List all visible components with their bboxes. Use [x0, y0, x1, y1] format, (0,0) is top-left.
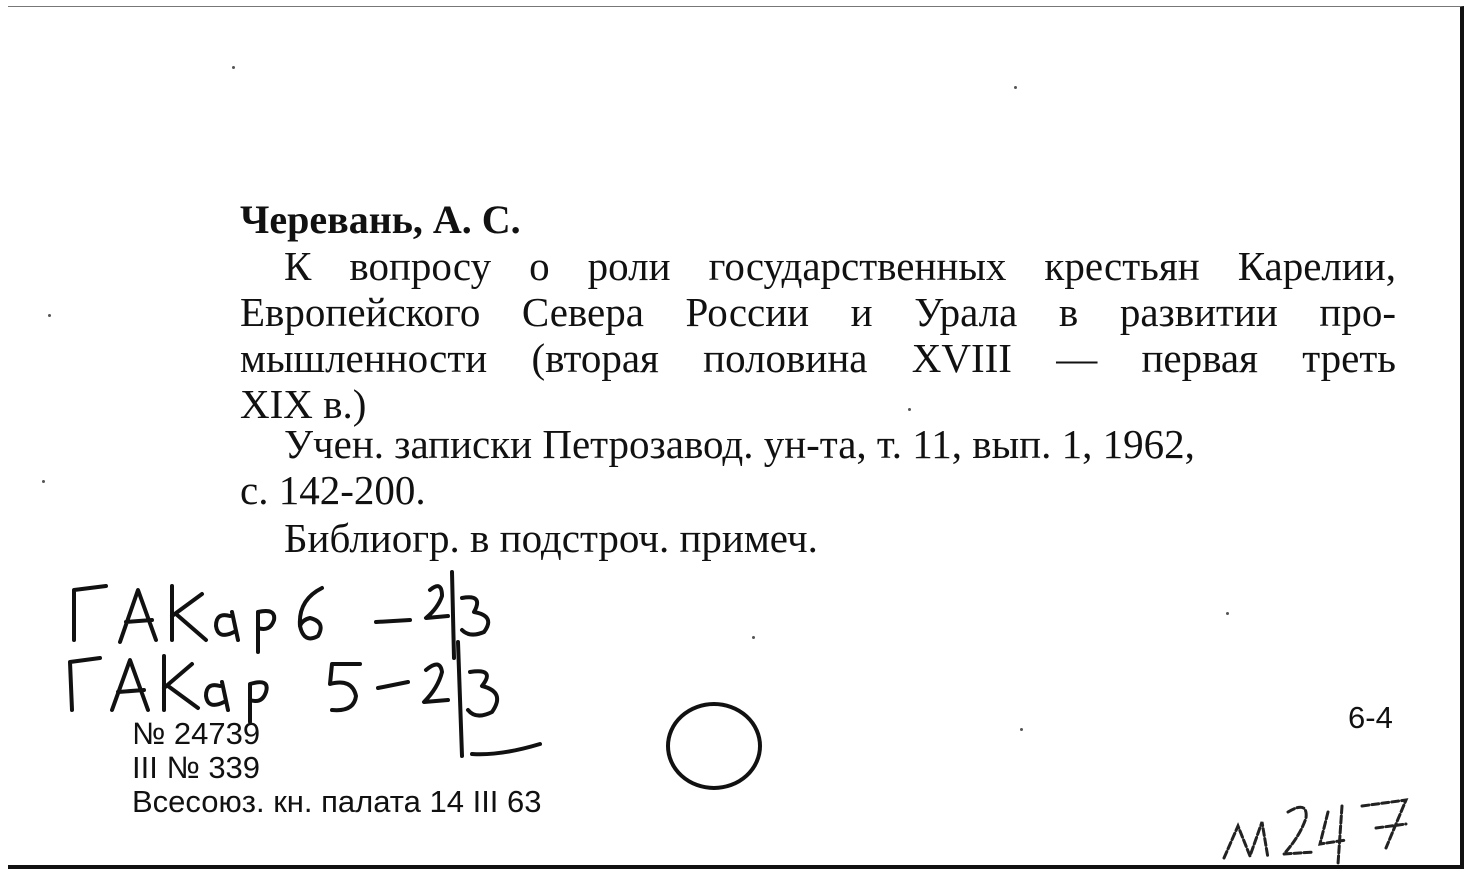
- word: XVIII: [911, 335, 1012, 381]
- word: России: [685, 289, 810, 335]
- speck: [752, 636, 755, 639]
- speck: [1014, 86, 1017, 89]
- bibliography-note: Библиогр. в подстроч. примеч.: [284, 515, 818, 561]
- handwritten-archive-notes: [60, 560, 560, 770]
- word: государственных: [708, 243, 1007, 289]
- speck: [48, 314, 51, 317]
- card-author: Черевань, А. С.: [240, 197, 521, 242]
- registration-number: № 24739: [132, 716, 261, 751]
- title-line-1: [284, 242, 1396, 290]
- word: (вторая: [531, 335, 659, 381]
- word: в: [1058, 289, 1079, 335]
- handwritten-inventory-number: [1210, 782, 1440, 872]
- word: роли: [587, 243, 671, 289]
- word: К: [284, 243, 312, 289]
- word: о: [529, 243, 550, 289]
- word: крестьян: [1044, 243, 1200, 289]
- publisher-line: Всесоюз. кн. палата 14 III 63: [132, 784, 542, 819]
- word: и: [850, 289, 873, 335]
- word: мышленности: [240, 335, 488, 381]
- word: —: [1056, 335, 1098, 381]
- word: первая: [1141, 335, 1258, 381]
- source-line-1: Учен. записки Петрозавод. ун-та, т. 11, вып. 1, 1962,: [284, 421, 1195, 467]
- registration-series: III № 339: [132, 750, 261, 785]
- word: Севера: [521, 289, 644, 335]
- title-line-3: [240, 334, 1396, 382]
- word: половина: [703, 335, 868, 381]
- word: вопросу: [349, 243, 492, 289]
- speck: [42, 480, 45, 483]
- word: треть: [1302, 335, 1396, 381]
- word: Европейского: [240, 289, 481, 335]
- source-line-2: с. 142-200.: [240, 467, 426, 513]
- title-line-4: XIX в.): [240, 381, 367, 427]
- classification-code: 6-4: [1348, 700, 1393, 735]
- speck: [232, 66, 235, 69]
- word: про-: [1319, 289, 1396, 335]
- speck: [1020, 728, 1023, 731]
- speck: [908, 408, 911, 411]
- speck: [1226, 612, 1229, 615]
- title-line-2: [240, 288, 1396, 336]
- hand-drawn-circle-mark: [660, 696, 770, 796]
- word: Урала: [914, 289, 1018, 335]
- word: Карелии,: [1237, 243, 1396, 289]
- word: развитии: [1119, 289, 1278, 335]
